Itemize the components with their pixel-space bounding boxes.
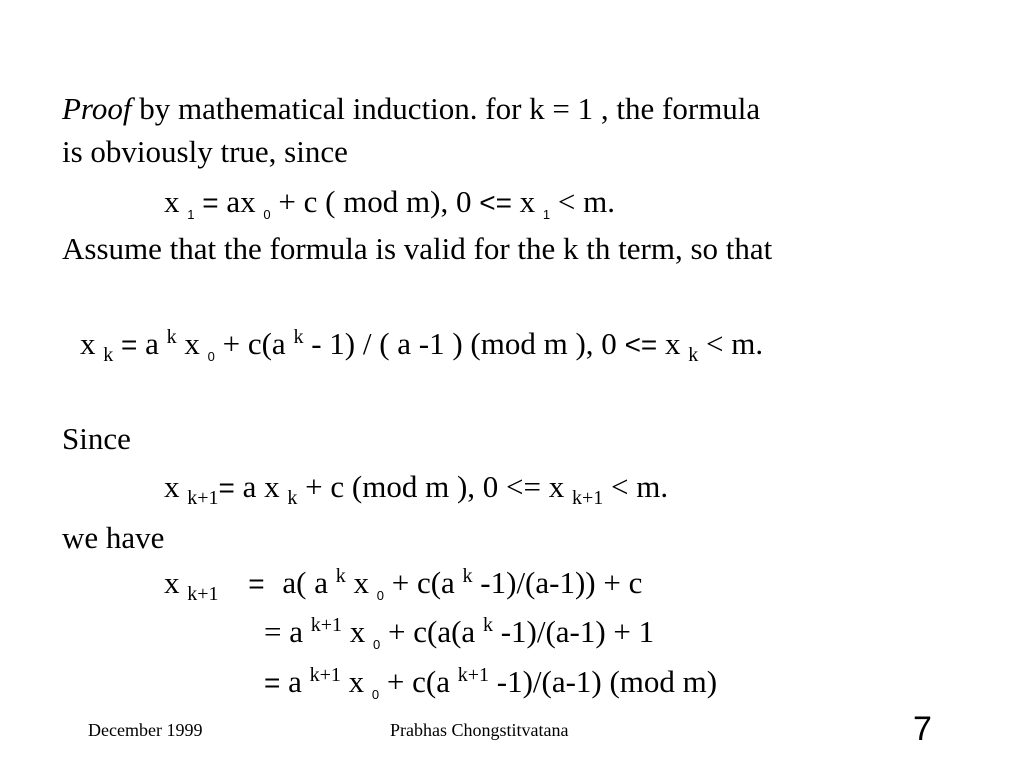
equation-step-2: = a $^{k+1}$ x $_0$ + c(a(a $^k$ -1)/(a-1) + 1	[264, 614, 655, 652]
footer-date: December 1999	[88, 720, 203, 740]
equation-recurrence: x $_{k+1}$= a x $_k$ + c (mod m ), 0 <= x $_{k+1}$ < m.	[164, 469, 669, 509]
proof-line-2: is obviously true, since	[62, 134, 348, 169]
proof-text: by mathematical induction. for k = 1 , the formula	[131, 91, 761, 126]
assume-line: Assume that the formula is valid for the k th term, so that	[62, 231, 773, 266]
slide-number: 7	[913, 710, 932, 748]
footer-author: Prabhas Chongstitvatana	[390, 720, 569, 740]
since-label: Since	[62, 421, 131, 456]
proof-line-1	[62, 93, 760, 124]
proof-italic: Proof	[62, 91, 132, 126]
we-have-label: we have	[62, 520, 165, 555]
equation-hypothesis: x $_k$ = a $^k$ x $_0$ + c(a $^k$ - 1) / ( a -1 ) (mod m ), 0 <= x $_k$ < m.	[80, 326, 764, 366]
equation-step-1: x $_{k+1}$ = a( a $^k$ x $_0$ + c(a $^k$ -1)/(a-1)) + c	[164, 565, 643, 605]
equation-step-3: = a $^{k+1}$ x $_0$ + c(a $^{k+1}$ -1)/(a-1) (mod m)	[264, 664, 718, 702]
equation-base-case: x $_1$ = ax $_0$ + c ( mod m), 0 <= x $_1$ < m.	[164, 184, 616, 222]
